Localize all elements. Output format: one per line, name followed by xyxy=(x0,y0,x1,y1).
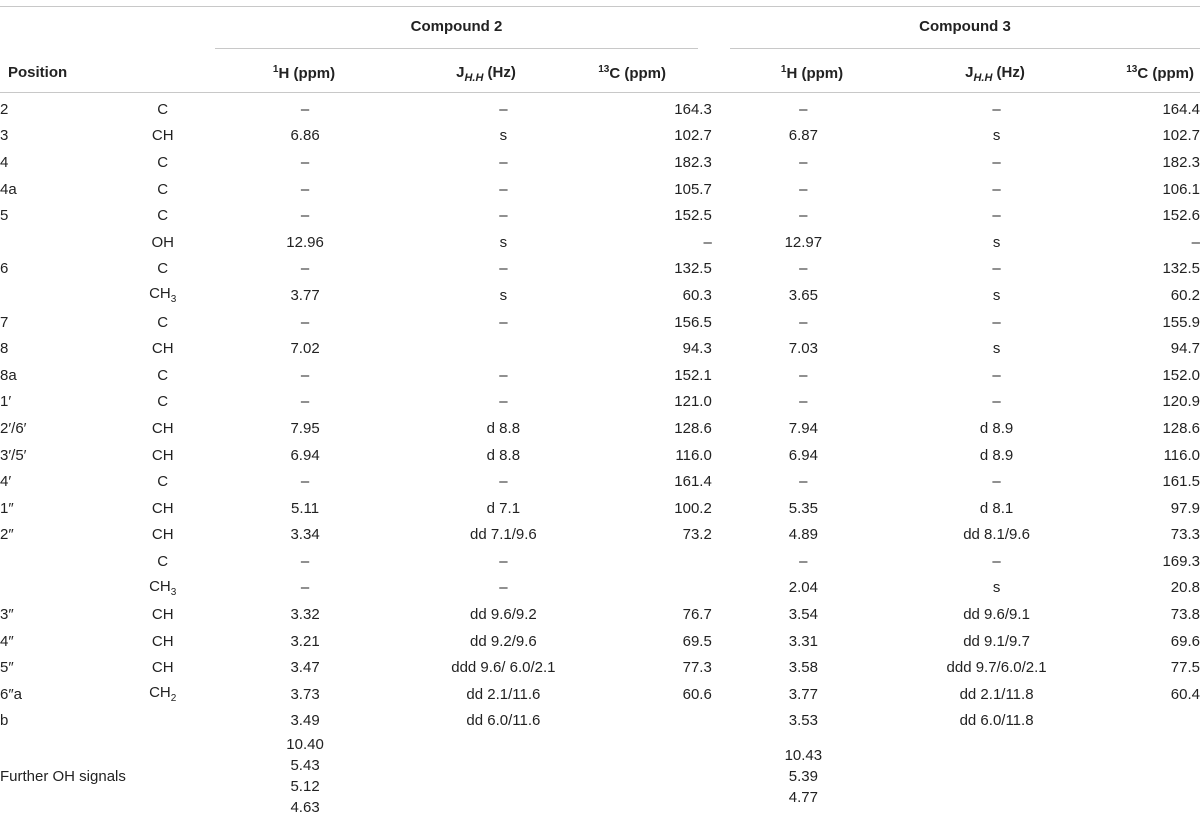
h-shift-3-cell: – xyxy=(799,473,808,491)
j-coupling-3-cell: dd 9.1/9.7 xyxy=(963,632,1030,650)
c-shift-2-cell xyxy=(610,548,712,575)
c-shift-2-cell: 128.6 xyxy=(674,419,712,437)
further-oh-h3-value: 10.43 xyxy=(784,746,823,764)
position-cell: 4 xyxy=(0,153,9,171)
h-shift-2-cell: 7.02 xyxy=(290,340,320,358)
h-shift-2-cell: – xyxy=(300,153,310,171)
h-shift-2-cell: 3.73 xyxy=(290,685,320,703)
c-shift-3-cell: 152.6 xyxy=(1162,207,1200,225)
c-shift-3-cell: 60.4 xyxy=(1170,685,1200,703)
group-label: CH xyxy=(151,127,174,145)
c-shift-3-cell: 60.2 xyxy=(1170,286,1200,304)
c-shift-3-cell: – xyxy=(1191,233,1200,251)
table-row xyxy=(0,176,1200,203)
h-shift-2-cell: – xyxy=(300,552,310,570)
table-row xyxy=(0,415,1200,442)
c-shift-3-cell: 97.9 xyxy=(1170,499,1200,517)
h-label: H (ppm) xyxy=(786,65,844,82)
position-header: Position xyxy=(8,64,68,81)
group-cell xyxy=(112,149,214,176)
c-ppm-header-3 xyxy=(1094,64,1194,82)
h-shift-2-cell: 7.95 xyxy=(290,419,320,437)
group-label: C xyxy=(157,393,169,411)
j-coupling-2-cell: s xyxy=(499,286,508,304)
group-cell xyxy=(112,415,214,442)
j-coupling-3-cell: – xyxy=(992,260,1001,278)
further-oh-h3-value: 4.77 xyxy=(788,788,818,806)
group-cell xyxy=(112,495,214,522)
c-shift-2-cell: 164.3 xyxy=(674,100,712,118)
h-shift-3-cell: 7.94 xyxy=(788,419,818,437)
j-coupling-3-cell: – xyxy=(992,393,1001,411)
table-row xyxy=(0,708,1200,735)
c-shift-3-cell: 120.9 xyxy=(1162,393,1200,411)
header-rule xyxy=(0,92,1200,93)
c-shift-3-cell: 161.5 xyxy=(1162,473,1200,491)
table-body xyxy=(0,96,1200,818)
j-coupling-2-cell: – xyxy=(499,207,508,225)
group-label: CH xyxy=(151,606,174,624)
j-coupling-3-cell: s xyxy=(992,340,1001,358)
group-label: C xyxy=(157,260,169,278)
group-cell xyxy=(112,681,214,708)
c-shift-2-cell: 182.3 xyxy=(674,153,712,171)
c-shift-2-cell: 76.7 xyxy=(682,606,712,624)
group-label: CH xyxy=(149,285,171,303)
position-cell: 4a xyxy=(0,180,17,198)
h-shift-3-cell: – xyxy=(799,260,808,278)
j-hz-header-2 xyxy=(436,64,536,84)
j-coupling-3-cell: d 8.9 xyxy=(979,419,1014,437)
c-shift-2-cell: 100.2 xyxy=(674,499,712,517)
group-label: CH xyxy=(151,659,174,677)
table-row xyxy=(0,681,1200,708)
h-shift-2-cell: – xyxy=(300,473,310,491)
c-shift-2-cell: 102.7 xyxy=(674,127,712,145)
group-cell xyxy=(112,548,214,575)
position-cell xyxy=(0,282,112,309)
group-label: C xyxy=(157,207,169,225)
c-shift-2-cell: – xyxy=(703,233,712,251)
h-shift-3-cell: 3.58 xyxy=(788,659,818,677)
table-row xyxy=(0,442,1200,469)
j-coupling-2-cell: dd 6.0/11.6 xyxy=(466,712,541,730)
h-shift-2-cell: 3.34 xyxy=(290,526,320,544)
h-isotope: 1 xyxy=(272,64,279,75)
j-coupling-2-cell: dd 2.1/11.6 xyxy=(466,685,541,703)
position-cell: 6 xyxy=(0,260,9,278)
c-shift-3-cell: 132.5 xyxy=(1162,260,1200,278)
group-cell xyxy=(112,123,214,150)
j-coupling-2-cell: – xyxy=(499,180,508,198)
j-coupling-2-cell: dd 9.2/9.6 xyxy=(470,632,537,650)
group-cell xyxy=(112,176,214,203)
table-row xyxy=(0,96,1200,123)
further-oh-h2-cell xyxy=(214,734,397,818)
c-ppm-header-2 xyxy=(566,64,666,82)
h-shift-3-cell: 2.04 xyxy=(788,579,818,597)
j-coupling-3-cell: d 8.9 xyxy=(979,446,1014,464)
j-coupling-2-cell: – xyxy=(499,473,508,491)
j-hz-header-3 xyxy=(945,64,1045,84)
position-cell xyxy=(0,229,112,256)
group-cell xyxy=(112,628,214,655)
group-cell xyxy=(112,282,214,309)
position-cell: 1″ xyxy=(0,499,14,517)
table-row xyxy=(0,628,1200,655)
j-coupling-2-cell: – xyxy=(499,366,508,384)
h-shift-2-cell: 6.86 xyxy=(290,127,320,145)
empty-cell xyxy=(1098,734,1200,818)
j-label: J xyxy=(456,64,465,81)
h-shift-3-cell: 3.54 xyxy=(788,606,818,624)
h-shift-3-cell: 3.31 xyxy=(788,632,818,650)
j-coupling-2-cell: – xyxy=(499,260,508,278)
table-row xyxy=(0,202,1200,229)
h-ppm-header-2 xyxy=(254,64,354,82)
group-cell xyxy=(112,654,214,681)
group-cell xyxy=(112,389,214,416)
c-shift-2-cell: 161.4 xyxy=(674,473,712,491)
c-shift-2-cell: 60.6 xyxy=(682,685,712,703)
j-coupling-2-cell: s xyxy=(499,127,508,145)
c-shift-3-cell: 77.5 xyxy=(1170,659,1200,677)
j-coupling-2-cell: s xyxy=(499,233,508,251)
group-cell xyxy=(112,708,214,735)
table-row xyxy=(0,522,1200,549)
group-cell xyxy=(112,256,214,283)
group-cell xyxy=(112,468,214,495)
h-shift-2-cell: 6.94 xyxy=(290,446,320,464)
j-coupling-3-cell: – xyxy=(992,180,1001,198)
position-cell: 8a xyxy=(0,366,17,384)
c-shift-3-cell: 116.0 xyxy=(1163,446,1200,464)
j-coupling-3-cell: – xyxy=(992,366,1001,384)
compound-2-header: Compound 2 xyxy=(410,18,503,35)
group-cell xyxy=(112,442,214,469)
top-rule xyxy=(0,6,1200,7)
c-shift-2-cell: 152.1 xyxy=(674,366,712,384)
table-row xyxy=(0,654,1200,681)
table-row xyxy=(0,149,1200,176)
table-row xyxy=(0,229,1200,256)
position-cell: b xyxy=(0,712,9,730)
position-cell: 2″ xyxy=(0,526,14,544)
c-shift-3-cell: 169.3 xyxy=(1162,552,1200,570)
group-cell xyxy=(112,96,214,123)
c-shift-2-cell: 77.3 xyxy=(682,659,712,677)
c-shift-3-cell: 73.8 xyxy=(1170,606,1200,624)
h-shift-3-cell: – xyxy=(799,552,808,570)
table-row xyxy=(0,282,1200,309)
h-shift-2-cell: – xyxy=(300,393,310,411)
table-row xyxy=(0,601,1200,628)
h-shift-2-cell: – xyxy=(300,100,310,118)
group-cell xyxy=(112,601,214,628)
j-coupling-3-cell: – xyxy=(992,552,1001,570)
c-shift-2-cell xyxy=(610,575,712,602)
h-shift-2-cell: – xyxy=(300,579,310,597)
c-shift-3-cell: 94.7 xyxy=(1170,340,1200,358)
table-row xyxy=(0,575,1200,602)
position-cell: 3″ xyxy=(0,606,14,624)
group-cell xyxy=(112,522,214,549)
group-label: C xyxy=(157,180,169,198)
compound-3-rule xyxy=(730,48,1200,49)
position-cell: 7 xyxy=(0,313,9,331)
j-coupling-2-cell: – xyxy=(499,100,508,118)
h-shift-2-cell: 3.49 xyxy=(290,712,320,730)
h-label: H (ppm) xyxy=(278,65,336,82)
position-cell xyxy=(0,548,112,575)
further-oh-h3-cell xyxy=(712,734,895,818)
compound-3-header: Compound 3 xyxy=(919,18,1011,35)
group-cell xyxy=(112,335,214,362)
h-shift-2-cell: 12.96 xyxy=(286,233,324,251)
c-shift-3-cell: 128.6 xyxy=(1162,419,1200,437)
c-shift-2-cell: 152.5 xyxy=(674,207,712,225)
c-shift-3-cell: 69.6 xyxy=(1170,632,1200,650)
group-label: CH xyxy=(151,340,174,358)
j-coupling-2-cell xyxy=(397,335,611,362)
c-shift-2-cell: 156.5 xyxy=(674,313,712,331)
further-oh-h2-value: 5.12 xyxy=(290,778,320,796)
group-label: CH xyxy=(151,446,174,464)
table-row xyxy=(0,362,1200,389)
j-coupling-3-cell: – xyxy=(992,153,1001,171)
h-shift-3-cell: – xyxy=(799,207,808,225)
h-shift-2-cell: – xyxy=(300,313,310,331)
c-shift-3-cell: 182.3 xyxy=(1162,153,1200,171)
c-shift-2-cell: 69.5 xyxy=(682,632,712,650)
j-coupling-3-cell: dd 6.0/11.8 xyxy=(959,712,1034,730)
c-shift-3-cell: 73.3 xyxy=(1170,526,1200,544)
h-shift-2-cell: 3.21 xyxy=(290,632,320,650)
further-oh-h2-value: 10.40 xyxy=(286,736,324,754)
compound-2-rule xyxy=(215,48,698,49)
group-label: OH xyxy=(151,233,174,251)
position-cell: 3 xyxy=(0,127,9,145)
position-cell: 6″a xyxy=(0,685,22,703)
h-shift-3-cell: – xyxy=(799,153,808,171)
position-cell xyxy=(0,575,112,602)
h-shift-3-cell: 3.65 xyxy=(788,286,818,304)
group-label: CH xyxy=(151,632,174,650)
j-coupling-3-cell: dd 8.1/9.6 xyxy=(963,526,1030,544)
h-shift-3-cell: 6.87 xyxy=(788,127,818,145)
group-label: C xyxy=(157,313,169,331)
c-label: C (ppm) xyxy=(1137,65,1194,82)
c-isotope: 13 xyxy=(1126,64,1138,75)
c-shift-2-cell: 132.5 xyxy=(674,260,712,278)
group-label: CH xyxy=(151,526,174,544)
j-coupling-2-cell: d 7.1 xyxy=(486,499,521,517)
c-shift-2-cell: 73.2 xyxy=(682,526,712,544)
c-shift-2-cell: 60.3 xyxy=(682,286,712,304)
j-coupling-2-cell: – xyxy=(499,313,508,331)
j-coupling-3-cell: – xyxy=(992,100,1001,118)
position-cell: 2′/6′ xyxy=(0,419,27,437)
c-shift-2-cell xyxy=(610,708,712,735)
j-coupling-2-cell: d 8.8 xyxy=(486,446,521,464)
h-ppm-header-3 xyxy=(762,64,862,82)
position-cell: 5″ xyxy=(0,659,14,677)
j-coupling-3-cell: – xyxy=(992,207,1001,225)
table-row xyxy=(0,548,1200,575)
j-coupling-2-cell: dd 9.6/9.2 xyxy=(470,606,537,624)
c-shift-3-cell: 155.9 xyxy=(1162,313,1200,331)
h-shift-3-cell: 7.03 xyxy=(788,340,818,358)
h-shift-3-cell: 6.94 xyxy=(788,446,818,464)
j-subscript: H.H xyxy=(464,72,484,84)
h-isotope: 1 xyxy=(780,64,787,75)
group-label: C xyxy=(157,552,169,570)
table-row xyxy=(0,335,1200,362)
further-oh-h2-value: 5.43 xyxy=(290,757,320,775)
h-shift-3-cell: 4.89 xyxy=(788,526,818,544)
j-coupling-2-cell: – xyxy=(499,552,508,570)
h-shift-3-cell: – xyxy=(799,100,808,118)
group-label: C xyxy=(157,366,169,384)
c-shift-3-cell: 152.0 xyxy=(1162,366,1200,384)
j-coupling-3-cell: dd 2.1/11.8 xyxy=(959,685,1034,703)
h-shift-3-cell: 5.35 xyxy=(788,499,818,517)
c-shift-3-cell: 20.8 xyxy=(1170,579,1200,597)
further-oh-h3-value: 5.39 xyxy=(788,767,818,785)
h-shift-3-cell: 3.53 xyxy=(788,712,818,730)
j-coupling-2-cell: – xyxy=(499,579,508,597)
j-coupling-3-cell: ddd 9.7/6.0/2.1 xyxy=(946,659,1047,677)
j-coupling-3-cell: s xyxy=(992,127,1001,145)
group-cell xyxy=(112,309,214,336)
c-isotope: 13 xyxy=(598,64,610,75)
group-cell xyxy=(112,202,214,229)
group-label: CH xyxy=(151,499,174,517)
further-oh-h2-value: 4.63 xyxy=(290,799,320,817)
group-subscript: 2 xyxy=(170,693,177,705)
group-label: CH xyxy=(151,419,174,437)
j-coupling-2-cell: d 8.8 xyxy=(486,419,521,437)
j-coupling-3-cell: s xyxy=(992,233,1001,251)
c-shift-2-cell: 94.3 xyxy=(682,340,712,358)
j-coupling-2-cell: – xyxy=(499,153,508,171)
position-cell: 4′ xyxy=(0,473,12,491)
group-label: C xyxy=(157,153,169,171)
group-label: CH xyxy=(149,684,171,702)
h-shift-3-cell: 3.77 xyxy=(788,685,818,703)
table-row xyxy=(0,389,1200,416)
h-shift-2-cell: – xyxy=(300,366,310,384)
empty-cell xyxy=(397,734,611,818)
table-row xyxy=(0,468,1200,495)
h-shift-2-cell: – xyxy=(300,207,310,225)
h-shift-2-cell: 5.11 xyxy=(291,499,320,517)
j-unit: (Hz) xyxy=(992,64,1025,81)
data-table xyxy=(0,96,1200,818)
h-shift-2-cell: – xyxy=(300,180,310,198)
group-subscript: 3 xyxy=(170,294,177,306)
j-coupling-2-cell: ddd 9.6/ 6.0/2.1 xyxy=(451,659,556,677)
position-cell: 8 xyxy=(0,340,9,358)
group-subscript: 3 xyxy=(170,586,177,598)
j-coupling-3-cell: d 8.1 xyxy=(979,499,1014,517)
j-coupling-3-cell: – xyxy=(992,473,1001,491)
j-coupling-2-cell: dd 7.1/9.6 xyxy=(470,526,537,544)
j-coupling-3-cell: – xyxy=(992,313,1001,331)
c-shift-3-cell: 106.1 xyxy=(1162,180,1200,198)
h-shift-3-cell: – xyxy=(799,313,808,331)
h-shift-3-cell: – xyxy=(799,393,808,411)
empty-cell xyxy=(895,734,1098,818)
c-shift-2-cell: 105.7 xyxy=(674,180,712,198)
j-unit: (Hz) xyxy=(483,64,516,81)
position-cell: 3′/5′ xyxy=(0,446,27,464)
j-coupling-2-cell: – xyxy=(499,393,508,411)
further-oh-row xyxy=(0,734,1200,818)
c-shift-3-cell: 164.4 xyxy=(1162,100,1200,118)
group-label: CH xyxy=(149,577,171,595)
h-shift-2-cell: 3.47 xyxy=(290,659,320,677)
table-row xyxy=(0,123,1200,150)
table-row xyxy=(0,256,1200,283)
c-label: C (ppm) xyxy=(609,65,666,82)
h-shift-2-cell: 3.32 xyxy=(290,606,320,624)
h-shift-3-cell: 12.97 xyxy=(784,233,823,251)
j-subscript: H.H xyxy=(973,72,993,84)
position-cell: 4″ xyxy=(0,632,14,650)
c-shift-3-cell: 102.7 xyxy=(1162,127,1200,145)
j-coupling-3-cell: s xyxy=(992,579,1001,597)
further-oh-label: Further OH signals xyxy=(0,767,126,785)
group-cell xyxy=(112,229,214,256)
c-shift-2-cell: 121.0 xyxy=(674,393,712,411)
h-shift-2-cell: – xyxy=(300,260,310,278)
empty-cell xyxy=(610,734,712,818)
h-shift-3-cell: – xyxy=(799,366,808,384)
position-cell: 1′ xyxy=(0,393,12,411)
j-label: J xyxy=(965,64,974,81)
position-cell: 5 xyxy=(0,207,9,225)
c-shift-2-cell: 116.0 xyxy=(675,446,712,464)
group-label: C xyxy=(157,473,169,491)
j-coupling-3-cell: dd 9.6/9.1 xyxy=(963,606,1030,624)
j-coupling-3-cell: s xyxy=(992,286,1001,304)
h-shift-2-cell: 3.77 xyxy=(290,286,320,304)
group-cell xyxy=(112,575,214,602)
position-cell: 2 xyxy=(0,100,9,118)
table-row xyxy=(0,309,1200,336)
group-cell xyxy=(112,362,214,389)
table-row xyxy=(0,495,1200,522)
group-label: C xyxy=(157,100,169,118)
h-shift-3-cell: – xyxy=(799,180,808,198)
c-shift-3-cell xyxy=(1098,708,1200,735)
